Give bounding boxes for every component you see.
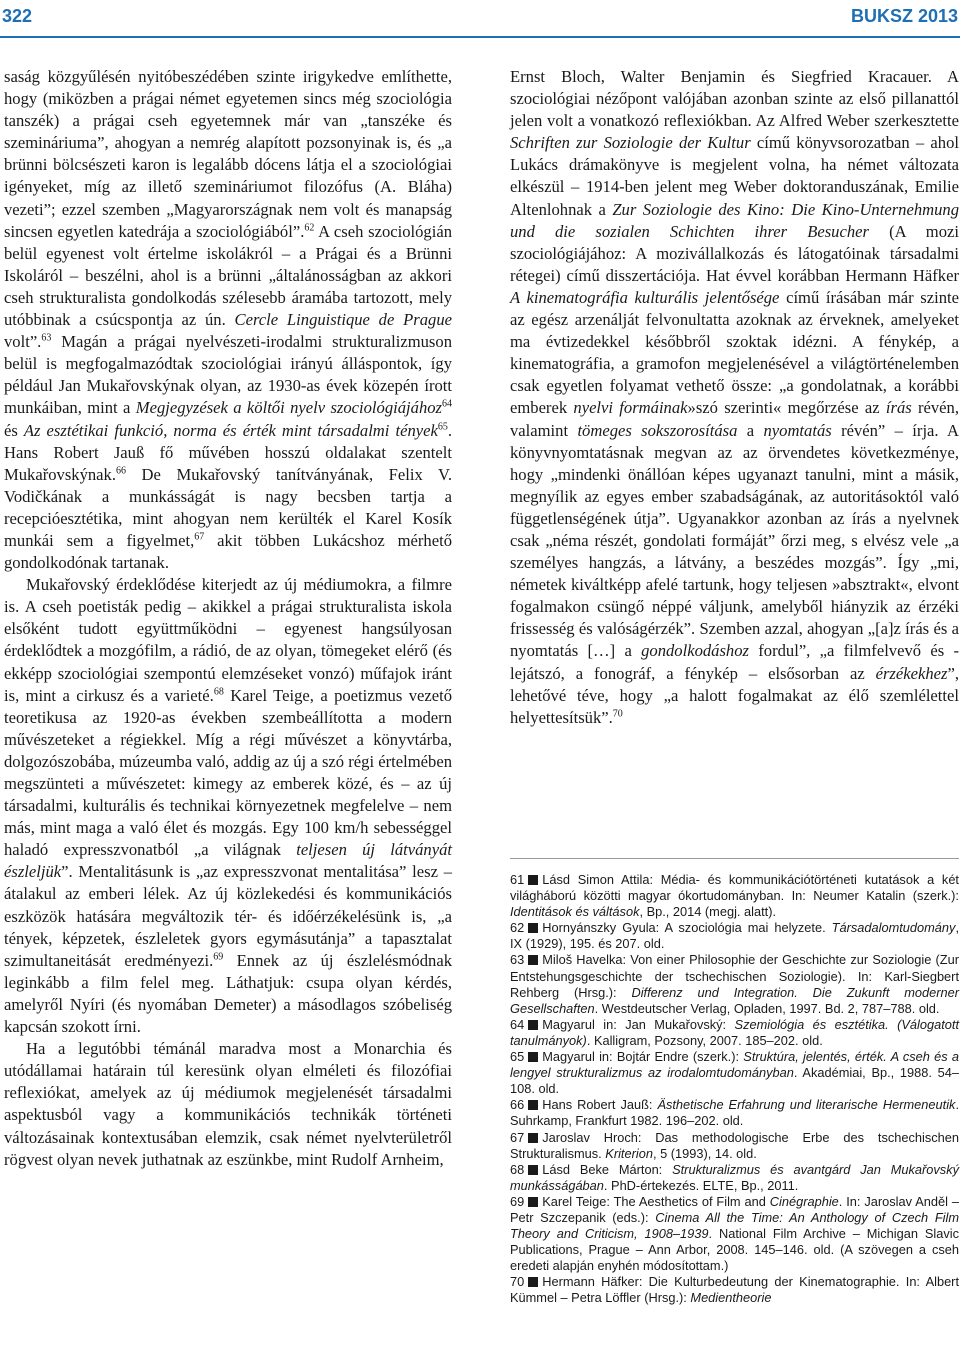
footnote: 61 Lásd Simon Attila: Média- és kommunikációtörténeti kutatások a két világháború közötti magyar ókortudományban. In: Neumer Katalin (szerk.): Identitások és váltások, Bp., 2014 (megj. alatt).	[510, 872, 959, 920]
page-header	[0, 0, 960, 38]
footnote-ref[interactable]: 66	[116, 465, 126, 477]
footnote-ref[interactable]: 62	[304, 222, 315, 234]
footnote: 70 Hermann Häfker: Die Kulturbedeutung der Kinematographie. In: Albert Kümmel – Petra Löffler (Hrsg.): Medientheorie	[510, 1274, 959, 1306]
right-column	[510, 66, 959, 729]
paragraph: saság közgyűlésén nyitóbeszédében szinte irigykedve említhette, hogy (miközben a prágai német egyetemen sincs még szociológia tanszék) a prágai cseh egyetemnek már van „tanszéke és szemináriuma”, ahogyan a nemrég alapított pozsonyinak is, és „a brünni bölcsészeti karon is legalább dócens látja el a szociológiai igényeket, míg az illető szemináriumot filozófus (A. Bláha) vezeti”; ezzel szemben „Magyarországnak nem volt és manapság sincsen egyetlen katedrája a szociológiából”.$^{62}$ A cseh szociológián belül egyenest volt értelme iskolákról – a Prágai és a Brünni Iskoláról – beszélni, ahol is a brünni „általánosságban az akkori cseh strukturalista gondolkodás szélesebb áramába tartozott, mely utóbbinak a csúcspontja az ún. Cercle Linguistique de Prague volt”.$^{63}$ Magán a prágai nyelvészeti-irodalmi strukturalizmuson belül is megfogalmazódtak szociológiai irányú álláspontok, így például Jan Mukařovskýnak olyan, az 1930-as évek közepén írott munkáiban, mint a Megjegyzések a költői nyelv szociológiájához$^{64}$ és Az esztétikai funkció, norma és érték mint társadalmi tények$^{65}$. Hans Robert Jauß fő művében hosszú oldalakat szentelt Mukařovskýnak.$^{66}$ De Mukařovský tanítványának, Felix V. Vodičkának a munkásságát is nagy becsben tartja a recepcióesztétika, mint ahogyan nem kerülték el Karel Kosík munkái sem a figyelmet,$^{67}$ akit többen Lukácshoz mérhető gondolkodónak tartanak.	[4, 67, 452, 573]
footnote-ref[interactable]: 67	[194, 531, 205, 543]
footnotes	[510, 872, 959, 1307]
paragraph: Ha a legutóbbi témánál maradva most a Monarchia és utódállamai határain túl keresünk olyan elméleti és filozófiai reflexiókat, amelyek az új médiumok megjelenését társadalmi aspektusból vagy a kommunikációs technikák történeti változásainak kontextusában elemzik, csak német nyelvterületről rögvest olyan nevek juthatnak az eszünkbe, mint Rudolf Arnheim,	[4, 1039, 452, 1169]
left-column	[4, 66, 452, 1171]
journal-title: BUKSZ 2013	[850, 6, 958, 26]
footnote-ref[interactable]: 68	[213, 686, 224, 698]
paragraph: Ernst Bloch, Walter Benjamin és Siegfried Kracauer. A szociológiai nézőpont valójában azonban szinte az első pillanattól jelen volt a vonatkozó reflexiókban. Az Alfred Weber szerkesztette Schriften zur Soziologie der Kultur című könyvsorozatban – ahol Lukács drámakönyve is megjelent volna, ha német változata elkészül – 1914-ben jelent meg Weber doktoranduszának, Emilie Altenlohnak a Zur Soziologie des Kino: Die Kino-Unternehmung und die sozialen Schichten ihrer Besucher (A mozi szociológiájához: A mozivállalkozás és látogatóinak társadalmi rétegei) című disszertációja. Hat évvel korábban Hermann Häfker A kinematográfia kulturális jelentősége című írásában már szinte az egész arzenálját felvonultatta azoknak az érveknek, amelyeket ma évtizedekkel későbbről szoktak idézni. A fénykép, a kinematográfia, a gramofon megjelenésével a világtörténelemben csak egyetlen folyamat vethető össze: „a gondolatnak, a korábbi emberek nyelvi formáinak»szó szerinti« megőrzése az írás révén, valamint tömeges sokszorosítása a nyomtatás révén” – írja. A könyvnyomtatásnak megvan az az örvendetes következménye, hogy „mindenki önállóan képes ugyanazt tanulni, mint a másik, megnyílik az egyes ember szabadságának, az autoritásoktól való függetlenségének útja”. Ugyanakkor azonban az írás a nyelvnek csak „néma részét, gondolati formáját” őrzi meg, s elvész vele „a személyes hangzás, a látvány, a beszédes mozgás”. Így „mi, németek kiváltképp afelé tartunk, hogy teljesen »absztrakt«, elvont fogalmakon csüngő néppé váljunk, amelyből hiányzik az érzéki frissesség és valóságérzék”. Szemben azzal, ahogyan „[a]z írás és a nyomtatás […] a gondolkodáshoz fordul”, „a filmfelvevő és -lejátszó, a fonográf, a fénykép – elsősorban az érzékekhez”, lehetővé téve, hogy „a halott fogalmakat az élő szemlélettel helyettesítsük”.$^{70}$	[510, 67, 959, 727]
square-bullet-icon	[528, 1052, 538, 1062]
footnote-ref[interactable]: 69	[213, 951, 224, 963]
square-bullet-icon	[528, 1165, 538, 1175]
paragraph: Mukařovský érdeklődése kiterjedt az új médiumokra, a filmre is. A cseh poetisták pedig – akikkel a prágai strukturalista iskola elsőként tudott együttműködni – egyenest hangsúlyosan érdeklődtek a mozgófilm, a rádió, de az olyan, tömegeket elérő (és ekképp szociológiai szempontú elemzéseket vonzó) műfajok iránt is, mint a cirkusz és a varieté.$^{68}$ Karel Teige, a poetizmus vezető teoretikusa az 1920-as években szembeállította a modern művészeteket a régiekkel. Míg a régi művészet a könyvtárba, dolgozószobába, múzeumba való, addig az új a szó régi értelmében megszünteti a művészetet: kimegy az emberek közé, és – az új társadalmi, kulturális és technikai környezetnek megfelelve – nem más, mint maga a való élet és mozgás. Egy 100 km/h sebességgel haladó expresszvonatból „a világnak teljesen új látványát észleljük”. Mentalitásunk is „az expresszvonat mentalitása” lesz – átalakul az emberi lélek. Az új közlekedési és kommunikációs eszközök hatására megváltozik tér- és időérzékelésünk is, „a tények, képzetek, észleletek gyors egymásutánja” a tapasztalat szimultaneitását eredményezi.$^{69}$ Ennek az új észlelésmódnak leginkább a film felel meg. Láthatjuk: csupa olyan kérdés, amelyről Nyíri (és nyomában Demeter) a másodlagos szóbeliség kapcsán szokott írni.	[4, 575, 452, 1037]
footnote: 63 Miloš Havelka: Von einer Philosophie der Geschichte zur Soziologie (Zur Entstehungsgeschichte der tschechischen Soziologie). In: Karl-Siegbert Rehberg (Hrsg.): Differenz und Integration. Die Zukunft moderner Gesellschaften. Westdeutscher Verlag, Opladen, 1997. Bd. 2, 787–788. old.	[510, 952, 959, 1016]
square-bullet-icon	[528, 955, 538, 965]
square-bullet-icon	[528, 1133, 538, 1143]
footnote-ref[interactable]: 70	[612, 708, 623, 720]
footnote: 65 Magyarul in: Bojtár Endre (szerk.): Struktúra, jelentés, érték. A cseh és a lengyel strukturalizmus az irodalomtudományban. Akadémiai, Bp., 1988. 54–108. old.	[510, 1049, 960, 1097]
square-bullet-icon	[528, 1277, 538, 1287]
square-bullet-icon	[528, 1020, 538, 1030]
square-bullet-icon	[528, 875, 538, 885]
footnote-ref[interactable]: 65	[437, 420, 448, 432]
footnote: 66 Hans Robert Jauß: Ästhetische Erfahrung und literarische Hermeneutik. Suhrkamp, Frankfurt 1982. 196–202. old.	[510, 1097, 959, 1129]
square-bullet-icon	[528, 923, 538, 933]
footnote-ref[interactable]: 63	[41, 332, 52, 344]
square-bullet-icon	[528, 1197, 538, 1207]
page-number: 322	[2, 6, 33, 26]
square-bullet-icon	[528, 1100, 538, 1110]
footnote: 69 Karel Teige: The Aesthetics of Film and Cinégraphie. In: Jaroslav Anděl – Petr Szczepanik (eds.): Cinema All the Time: An Anthology of Czech Film Theory and Criticism, 1908–1939. National Film Archive – Michigan Slavic Publications, Prague – Ann Arbor, 2008. 145–146. old. (A szövegen a cseh eredeti alapján enyhén módosítottam.)	[510, 1193, 960, 1274]
footnote: 68 Lásd Beke Márton: Strukturalizmus és avantgárd Jan Mukařovský munkásságában. PhD-értekezés. ELTE, Bp., 2011.	[510, 1161, 960, 1193]
footnote: 67 Jaroslav Hroch: Das methodologische Erbe des tschechischen Strukturalismus. Kriterion, 5 (1993), 14. old.	[510, 1129, 959, 1161]
footnote-divider	[510, 858, 959, 859]
footnote: 62 Hornyánszky Gyula: A szociológia mai helyzete. Társadalomtudomány, IX (1929), 195. és 207. old.	[510, 920, 959, 952]
footnote: 64 Magyarul in: Jan Mukařovský: Szemiológia és esztétika. (Válogatott tanulmányok). Kalligram, Pozsony, 2007. 185–202. old.	[510, 1016, 959, 1048]
footnote-ref[interactable]: 64	[442, 398, 452, 410]
